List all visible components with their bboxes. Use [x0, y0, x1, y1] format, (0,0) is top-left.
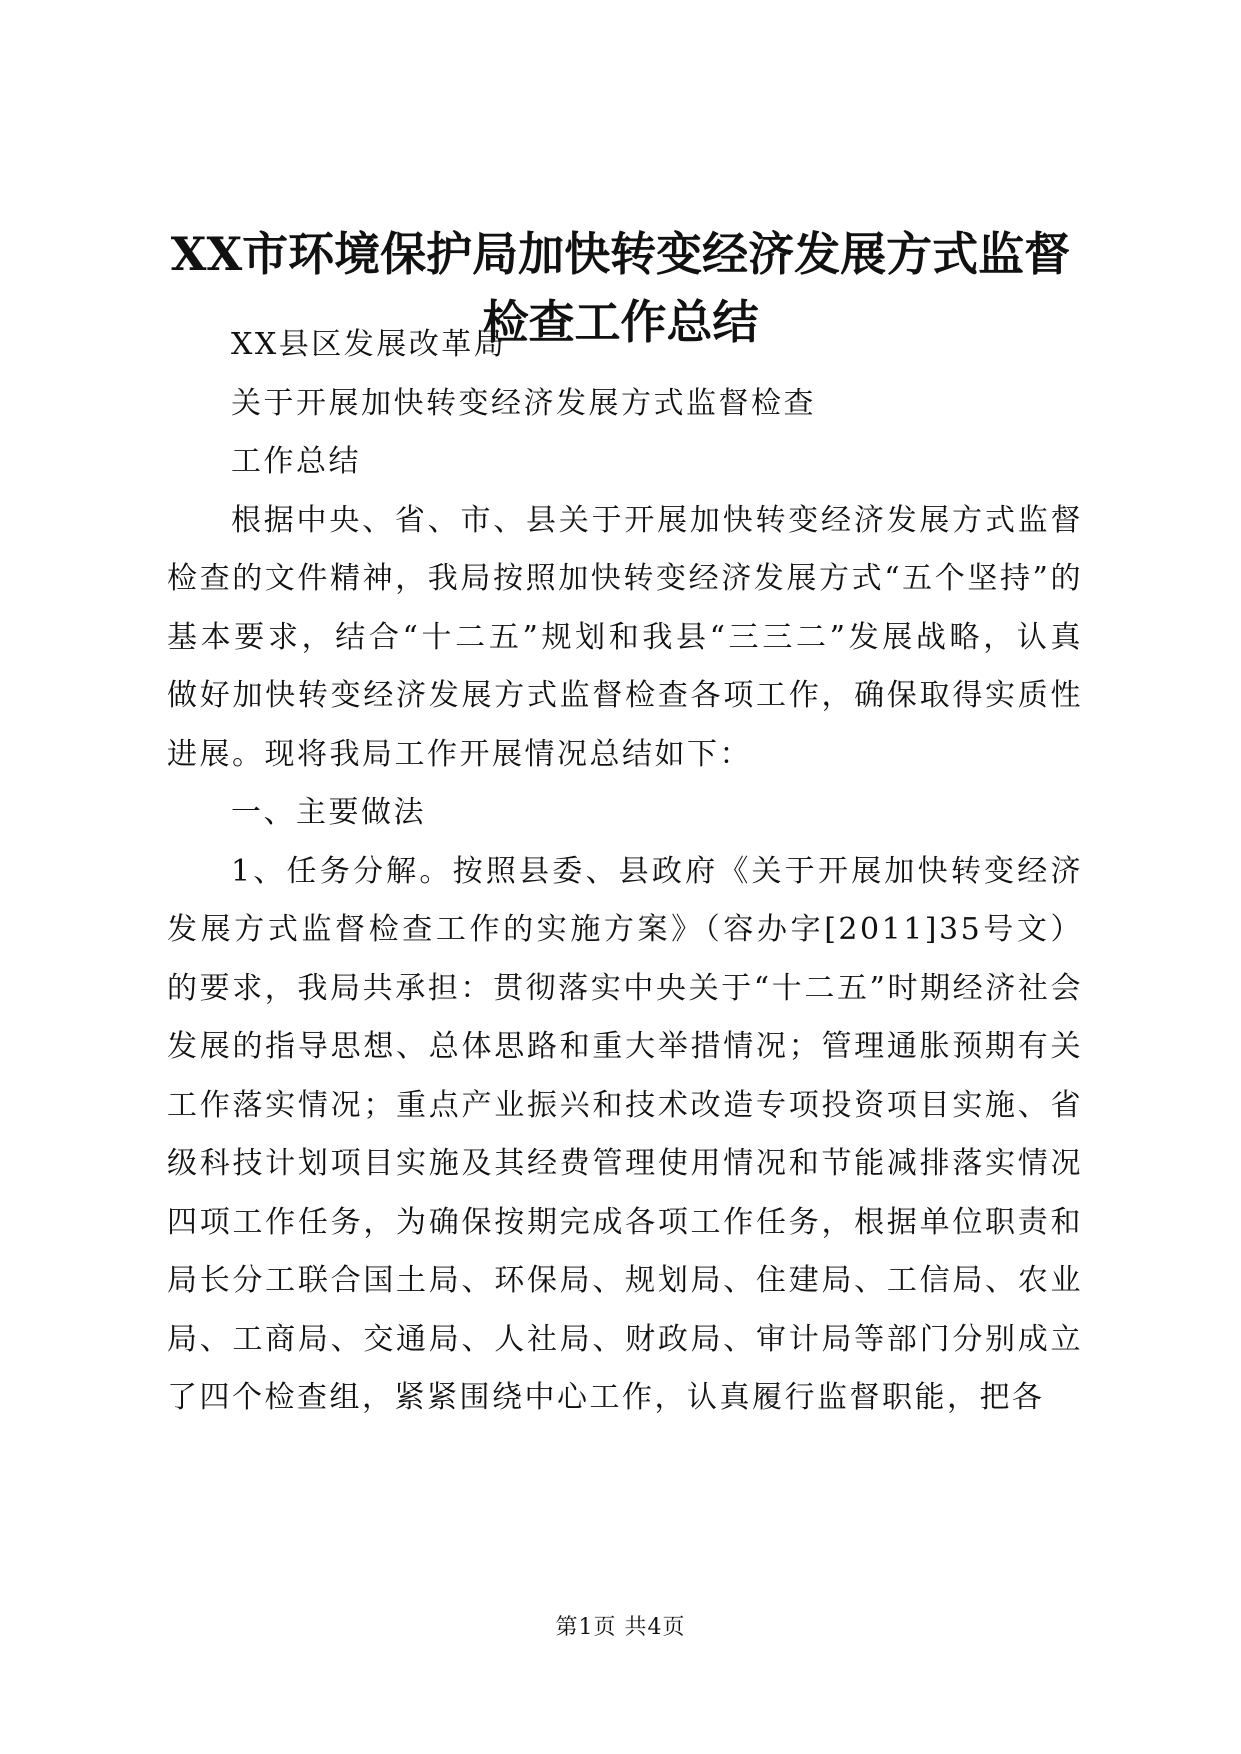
title-line-2: 检查工作总结 — [482, 295, 759, 349]
page-footer: 第1页 共4页 — [555, 1615, 686, 1640]
paragraph-task-breakdown: 1、任务分解。按照县委、县政府《关于开展加快转变经济发展方式监督检查工作的实施方案》（容办字[2011]35号文）的要求，我局共承担：贯彻落实中央关于“十二五”时期经济社会发展的指导思想、总体思路和重大举措情况；管理通胀预期有关工作落实情况；重点产业振兴和技术改造专项投资项目实施、省级科技计划项目实施及其经费管理使用情况和节能减排落实情况四项工作任务，为确保按期完成各项工作任务，根据单位职责和局长分工联合国土局、环保局、规划局、住建局、工信局、农业局、工商局、交通局、人社局、财政局、审计局等部门分别成立了四个检查组，紧紧围绕中心工作，认真履行监督职能，把各 — [167, 853, 1083, 1415]
heading-line-organization: XX县区发展改革局 — [231, 327, 507, 362]
heading-line-summary: 工作总结 — [231, 444, 361, 479]
paragraph-intro: 根据中央、省、市、县关于开展加快转变经济发展方式监督检查的文件精神，我局按照加快转变经济发展方式“五个坚持”的基本要求，结合“十二五”规划和我县“三三二”发展战略，认真做好加快转变经济发展方式监督检查各项工作，确保取得实质性进展。现将我局工作开展情况总结如下： — [167, 502, 1083, 772]
title-line-1: XX市环境保护局加快转变经济发展方式监督 — [170, 227, 1071, 281]
section-heading-main-methods: 一、主要做法 — [231, 795, 426, 830]
heading-line-subject: 关于开展加快转变经济发展方式监督检查 — [231, 385, 816, 421]
document-body — [167, 316, 1083, 1428]
